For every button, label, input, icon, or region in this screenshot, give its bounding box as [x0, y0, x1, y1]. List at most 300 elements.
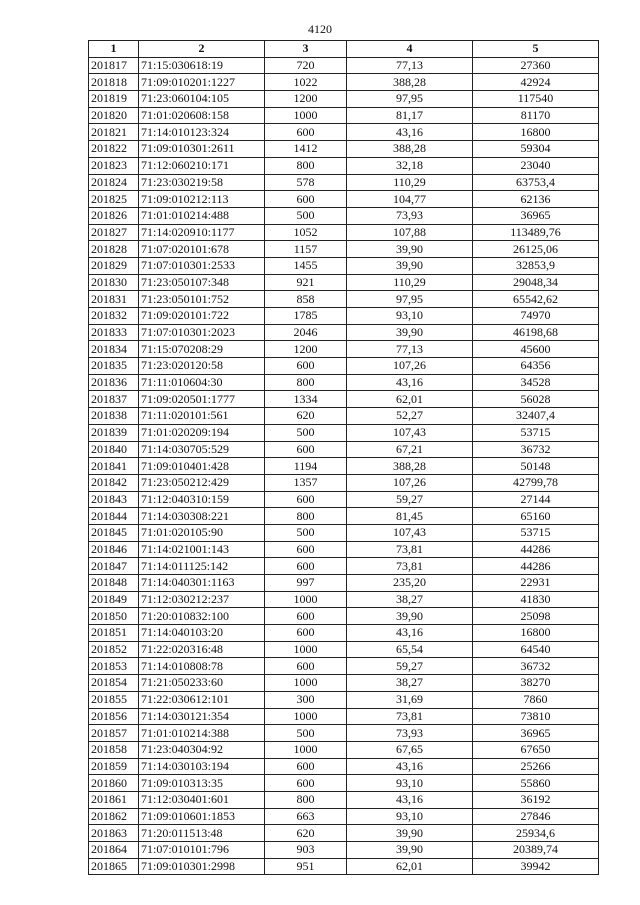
table-cell-col-5: 41830 — [473, 591, 599, 608]
table-cell-col-1: 201859 — [89, 758, 139, 775]
table-cell-col-4: 93,10 — [347, 808, 473, 825]
table-cell-col-5: 29048,34 — [473, 274, 599, 291]
table-cell-col-4: 77,13 — [347, 341, 473, 358]
table-cell-col-1: 201830 — [89, 274, 139, 291]
table-cell-col-1: 201862 — [89, 808, 139, 825]
table-cell-col-1: 201819 — [89, 91, 139, 108]
table-cell-col-2: 71:09:020501:1777 — [139, 391, 265, 408]
table-cell-col-3: 600 — [265, 124, 347, 141]
table-cell-col-1: 201827 — [89, 224, 139, 241]
table-cell-col-2: 71:23:060104:105 — [139, 91, 265, 108]
table-row — [89, 408, 599, 425]
table-cell-col-2: 71:15:030618:19 — [139, 57, 265, 74]
table-cell-col-5: 64540 — [473, 641, 599, 658]
table-cell-col-3: 600 — [265, 358, 347, 375]
table-cell-col-3: 600 — [265, 491, 347, 508]
table-cell-col-2: 71:14:030308:221 — [139, 508, 265, 525]
table-cell-col-5: 73810 — [473, 708, 599, 725]
table-cell-col-4: 73,81 — [347, 558, 473, 575]
table-cell-col-1: 201848 — [89, 575, 139, 592]
table-row — [89, 491, 599, 508]
table-cell-col-2: 71:23:020120:58 — [139, 358, 265, 375]
table-cell-col-2: 71:07:010301:2023 — [139, 324, 265, 341]
table-cell-col-4: 73,93 — [347, 207, 473, 224]
table-cell-col-2: 71:21:050233:60 — [139, 675, 265, 692]
table-cell-col-5: 67650 — [473, 741, 599, 758]
table-cell-col-3: 600 — [265, 441, 347, 458]
table-cell-col-1: 201849 — [89, 591, 139, 608]
table-row — [89, 808, 599, 825]
table-row — [89, 241, 599, 258]
table-cell-col-4: 39,90 — [347, 842, 473, 859]
table-row — [89, 775, 599, 792]
table-row — [89, 508, 599, 525]
table-cell-col-1: 201845 — [89, 524, 139, 541]
table-cell-col-4: 65,54 — [347, 641, 473, 658]
table-cell-col-2: 71:23:050212:429 — [139, 474, 265, 491]
table-cell-col-4: 43,16 — [347, 791, 473, 808]
table-cell-col-1: 201821 — [89, 124, 139, 141]
table-cell-col-1: 201861 — [89, 791, 139, 808]
table-cell-col-2: 71:14:010808:78 — [139, 658, 265, 675]
table-row — [89, 842, 599, 859]
table-cell-col-5: 32407,4 — [473, 408, 599, 425]
table-cell-col-2: 71:11:020101:561 — [139, 408, 265, 425]
table-cell-col-5: 56028 — [473, 391, 599, 408]
table-cell-col-4: 39,90 — [347, 257, 473, 274]
table-cell-col-4: 43,16 — [347, 625, 473, 642]
table-row — [89, 458, 599, 475]
table-cell-col-4: 59,27 — [347, 658, 473, 675]
table-cell-col-5: 26125,06 — [473, 241, 599, 258]
column-header-5: 5 — [473, 41, 599, 58]
table-cell-col-4: 81,45 — [347, 508, 473, 525]
table-cell-col-1: 201860 — [89, 775, 139, 792]
table-cell-col-5: 42799,78 — [473, 474, 599, 491]
table-cell-col-5: 44286 — [473, 558, 599, 575]
table-cell-col-1: 201828 — [89, 241, 139, 258]
table-cell-col-4: 388,28 — [347, 458, 473, 475]
table-row — [89, 191, 599, 208]
table-cell-col-4: 388,28 — [347, 74, 473, 91]
table-cell-col-1: 201840 — [89, 441, 139, 458]
table-cell-col-2: 71:14:010123:324 — [139, 124, 265, 141]
table-cell-col-5: 59304 — [473, 141, 599, 158]
table-cell-col-5: 20389,74 — [473, 842, 599, 859]
table-cell-col-5: 53715 — [473, 424, 599, 441]
table-cell-col-3: 600 — [265, 658, 347, 675]
table-cell-col-5: 16800 — [473, 124, 599, 141]
table-cell-col-5: 23040 — [473, 157, 599, 174]
table-row — [89, 358, 599, 375]
table-row — [89, 308, 599, 325]
table-cell-col-5: 81170 — [473, 107, 599, 124]
table-cell-col-1: 201857 — [89, 725, 139, 742]
table-cell-col-4: 39,90 — [347, 825, 473, 842]
page-number: 4120 — [308, 22, 332, 36]
table-row — [89, 207, 599, 224]
table-cell-col-1: 201826 — [89, 207, 139, 224]
table-cell-col-3: 720 — [265, 57, 347, 74]
table-cell-col-4: 110,29 — [347, 174, 473, 191]
table-cell-col-3: 500 — [265, 424, 347, 441]
data-table — [88, 40, 599, 875]
table-cell-col-4: 235,20 — [347, 575, 473, 592]
table-row — [89, 174, 599, 191]
table-cell-col-5: 62136 — [473, 191, 599, 208]
table-cell-col-2: 71:01:020209:194 — [139, 424, 265, 441]
table-cell-col-2: 71:07:010301:2533 — [139, 257, 265, 274]
table-cell-col-1: 201822 — [89, 141, 139, 158]
table-row — [89, 157, 599, 174]
table-cell-col-2: 71:14:040103:20 — [139, 625, 265, 642]
table-cell-col-2: 71:09:010212:113 — [139, 191, 265, 208]
table-cell-col-4: 388,28 — [347, 141, 473, 158]
table-cell-col-1: 201836 — [89, 374, 139, 391]
table-cell-col-3: 1000 — [265, 741, 347, 758]
table-cell-col-4: 62,01 — [347, 391, 473, 408]
table-cell-col-1: 201855 — [89, 691, 139, 708]
table-row — [89, 391, 599, 408]
table-cell-col-3: 951 — [265, 858, 347, 875]
table-cell-col-5: 63753,4 — [473, 174, 599, 191]
table-cell-col-1: 201820 — [89, 107, 139, 124]
table-cell-col-4: 43,16 — [347, 758, 473, 775]
column-header-3: 3 — [265, 41, 347, 58]
table-cell-col-5: 27360 — [473, 57, 599, 74]
table-cell-col-3: 620 — [265, 825, 347, 842]
table-cell-col-1: 201832 — [89, 308, 139, 325]
table-cell-col-4: 43,16 — [347, 374, 473, 391]
table-cell-col-3: 800 — [265, 374, 347, 391]
table-cell-col-3: 997 — [265, 575, 347, 592]
table-cell-col-2: 71:09:010401:428 — [139, 458, 265, 475]
table-body — [89, 57, 599, 875]
table-cell-col-3: 500 — [265, 725, 347, 742]
table-cell-col-2: 71:12:060210:171 — [139, 157, 265, 174]
table-cell-col-4: 97,95 — [347, 291, 473, 308]
table-cell-col-3: 600 — [265, 758, 347, 775]
table-cell-col-5: 36732 — [473, 441, 599, 458]
table-row — [89, 541, 599, 558]
table-cell-col-3: 620 — [265, 408, 347, 425]
table-cell-col-2: 71:14:030705:529 — [139, 441, 265, 458]
table-row — [89, 708, 599, 725]
table-row — [89, 575, 599, 592]
table-header-row — [89, 41, 599, 58]
table-cell-col-4: 107,26 — [347, 358, 473, 375]
table-cell-col-2: 71:23:030219:58 — [139, 174, 265, 191]
table-cell-col-1: 201835 — [89, 358, 139, 375]
table-cell-col-4: 39,90 — [347, 608, 473, 625]
table-cell-col-4: 32,18 — [347, 157, 473, 174]
table-row — [89, 791, 599, 808]
table-cell-col-4: 52,27 — [347, 408, 473, 425]
table-cell-col-1: 201825 — [89, 191, 139, 208]
table-cell-col-2: 71:09:010301:2998 — [139, 858, 265, 875]
table-cell-col-1: 201856 — [89, 708, 139, 725]
table-cell-col-2: 71:12:040310:159 — [139, 491, 265, 508]
table-cell-col-5: 27846 — [473, 808, 599, 825]
table-cell-col-3: 1000 — [265, 591, 347, 608]
table-cell-col-5: 32853,9 — [473, 257, 599, 274]
table-cell-col-2: 71:09:010601:1853 — [139, 808, 265, 825]
table-cell-col-2: 71:14:030121:354 — [139, 708, 265, 725]
table-cell-col-5: 25934,6 — [473, 825, 599, 842]
table-cell-col-5: 113489,76 — [473, 224, 599, 241]
table-row — [89, 141, 599, 158]
table-row — [89, 291, 599, 308]
table-cell-col-2: 71:12:030212:237 — [139, 591, 265, 608]
table-row — [89, 741, 599, 758]
table-row — [89, 524, 599, 541]
table-cell-col-1: 201844 — [89, 508, 139, 525]
table-cell-col-2: 71:07:010101:796 — [139, 842, 265, 859]
table-cell-col-1: 201847 — [89, 558, 139, 575]
table-cell-col-4: 110,29 — [347, 274, 473, 291]
table-cell-col-3: 858 — [265, 291, 347, 308]
table-cell-col-3: 1157 — [265, 241, 347, 258]
table-row — [89, 858, 599, 875]
table-cell-col-4: 67,21 — [347, 441, 473, 458]
table-cell-col-3: 1334 — [265, 391, 347, 408]
table-row — [89, 224, 599, 241]
table-cell-col-3: 1000 — [265, 107, 347, 124]
table-cell-col-5: 53715 — [473, 524, 599, 541]
table-row — [89, 691, 599, 708]
table-cell-col-5: 55860 — [473, 775, 599, 792]
table-cell-col-2: 71:09:020101:722 — [139, 308, 265, 325]
table-cell-col-3: 1000 — [265, 641, 347, 658]
table-cell-col-3: 500 — [265, 524, 347, 541]
table-cell-col-3: 500 — [265, 207, 347, 224]
table-cell-col-5: 39942 — [473, 858, 599, 875]
table-row — [89, 124, 599, 141]
table-cell-col-4: 97,95 — [347, 91, 473, 108]
table-cell-col-1: 201823 — [89, 157, 139, 174]
table-cell-col-4: 107,43 — [347, 524, 473, 541]
table-cell-col-2: 71:23:050101:752 — [139, 291, 265, 308]
table-cell-col-4: 38,27 — [347, 591, 473, 608]
table-row — [89, 274, 599, 291]
table-cell-col-3: 800 — [265, 508, 347, 525]
table-cell-col-5: 50148 — [473, 458, 599, 475]
table-cell-col-3: 600 — [265, 775, 347, 792]
table-row — [89, 675, 599, 692]
table-cell-col-2: 71:14:040301:1163 — [139, 575, 265, 592]
table-cell-col-5: 117540 — [473, 91, 599, 108]
column-header-2: 2 — [139, 41, 265, 58]
table-cell-col-5: 65542,62 — [473, 291, 599, 308]
table-row — [89, 608, 599, 625]
table-cell-col-1: 201858 — [89, 741, 139, 758]
column-header-4: 4 — [347, 41, 473, 58]
table-cell-col-5: 64356 — [473, 358, 599, 375]
table-cell-col-2: 71:20:011513:48 — [139, 825, 265, 842]
table-cell-col-2: 71:22:030612:101 — [139, 691, 265, 708]
table-cell-col-2: 71:01:020105:90 — [139, 524, 265, 541]
table-cell-col-5: 25098 — [473, 608, 599, 625]
table-cell-col-5: 7860 — [473, 691, 599, 708]
table-cell-col-3: 1785 — [265, 308, 347, 325]
table-cell-col-2: 71:14:021001:143 — [139, 541, 265, 558]
table-cell-col-5: 45600 — [473, 341, 599, 358]
table-row — [89, 591, 599, 608]
table-cell-col-5: 36192 — [473, 791, 599, 808]
table-row — [89, 424, 599, 441]
table-cell-col-2: 71:14:011125:142 — [139, 558, 265, 575]
table-cell-col-3: 1194 — [265, 458, 347, 475]
table-row — [89, 341, 599, 358]
table-cell-col-3: 300 — [265, 691, 347, 708]
table-cell-col-5: 74970 — [473, 308, 599, 325]
table-cell-col-4: 107,43 — [347, 424, 473, 441]
table-cell-col-2: 71:01:020608:158 — [139, 107, 265, 124]
table-cell-col-5: 36965 — [473, 207, 599, 224]
table-cell-col-2: 71:14:020910:1177 — [139, 224, 265, 241]
table-cell-col-1: 201863 — [89, 825, 139, 842]
table-row — [89, 474, 599, 491]
table-cell-col-4: 31,69 — [347, 691, 473, 708]
table-cell-col-2: 71:23:040304:92 — [139, 741, 265, 758]
table-cell-col-4: 107,88 — [347, 224, 473, 241]
table-row — [89, 825, 599, 842]
table-cell-col-2: 71:01:010214:388 — [139, 725, 265, 742]
table-cell-col-1: 201831 — [89, 291, 139, 308]
table-cell-col-3: 1455 — [265, 257, 347, 274]
table-cell-col-4: 73,81 — [347, 708, 473, 725]
table-cell-col-1: 201837 — [89, 391, 139, 408]
table-cell-col-1: 201841 — [89, 458, 139, 475]
table-cell-col-4: 59,27 — [347, 491, 473, 508]
table-cell-col-4: 73,93 — [347, 725, 473, 742]
table-cell-col-2: 71:01:010214:488 — [139, 207, 265, 224]
table-cell-col-4: 39,90 — [347, 241, 473, 258]
table-cell-col-3: 663 — [265, 808, 347, 825]
table-cell-col-1: 201824 — [89, 174, 139, 191]
table-cell-col-3: 1200 — [265, 91, 347, 108]
table-cell-col-3: 1052 — [265, 224, 347, 241]
table-cell-col-3: 1200 — [265, 341, 347, 358]
table-row — [89, 625, 599, 642]
table-cell-col-4: 62,01 — [347, 858, 473, 875]
table-cell-col-5: 34528 — [473, 374, 599, 391]
table-cell-col-4: 93,10 — [347, 775, 473, 792]
table-cell-col-2: 71:11:010604:30 — [139, 374, 265, 391]
table-cell-col-5: 36965 — [473, 725, 599, 742]
table-row — [89, 725, 599, 742]
table-cell-col-3: 903 — [265, 842, 347, 859]
table-cell-col-3: 600 — [265, 191, 347, 208]
table-cell-col-1: 201851 — [89, 625, 139, 642]
table-cell-col-3: 1022 — [265, 74, 347, 91]
table-cell-col-2: 71:09:010301:2611 — [139, 141, 265, 158]
table-cell-col-4: 77,13 — [347, 57, 473, 74]
table-row — [89, 57, 599, 74]
table-row — [89, 74, 599, 91]
table-cell-col-2: 71:07:020101:678 — [139, 241, 265, 258]
column-header-1: 1 — [89, 41, 139, 58]
table-cell-col-4: 38,27 — [347, 675, 473, 692]
table-row — [89, 107, 599, 124]
table-cell-col-4: 93,10 — [347, 308, 473, 325]
table-cell-col-4: 104,77 — [347, 191, 473, 208]
table-cell-col-3: 600 — [265, 558, 347, 575]
table-cell-col-3: 921 — [265, 274, 347, 291]
table-cell-col-5: 36732 — [473, 658, 599, 675]
table-cell-col-3: 1000 — [265, 708, 347, 725]
table-cell-col-3: 600 — [265, 625, 347, 642]
table-cell-col-1: 201818 — [89, 74, 139, 91]
table-cell-col-5: 25266 — [473, 758, 599, 775]
table-row — [89, 758, 599, 775]
table-row — [89, 324, 599, 341]
table-row — [89, 558, 599, 575]
table-cell-col-5: 65160 — [473, 508, 599, 525]
table-cell-col-2: 71:23:050107:348 — [139, 274, 265, 291]
table-row — [89, 441, 599, 458]
table-cell-col-2: 71:14:030103:194 — [139, 758, 265, 775]
table-cell-col-1: 201817 — [89, 57, 139, 74]
table-cell-col-2: 71:09:010201:1227 — [139, 74, 265, 91]
table-cell-col-3: 1000 — [265, 675, 347, 692]
table-cell-col-1: 201846 — [89, 541, 139, 558]
table-cell-col-3: 600 — [265, 541, 347, 558]
table-cell-col-3: 1357 — [265, 474, 347, 491]
table-cell-col-3: 578 — [265, 174, 347, 191]
table-cell-col-5: 46198,68 — [473, 324, 599, 341]
table-cell-col-1: 201833 — [89, 324, 139, 341]
table-cell-col-5: 38270 — [473, 675, 599, 692]
table-cell-col-2: 71:15:070208:29 — [139, 341, 265, 358]
table-cell-col-5: 27144 — [473, 491, 599, 508]
table-cell-col-4: 73,81 — [347, 541, 473, 558]
table-cell-col-1: 201838 — [89, 408, 139, 425]
table-cell-col-2: 71:22:020316:48 — [139, 641, 265, 658]
table-cell-col-5: 22931 — [473, 575, 599, 592]
table-cell-col-1: 201864 — [89, 842, 139, 859]
table-row — [89, 91, 599, 108]
table-cell-col-4: 107,26 — [347, 474, 473, 491]
table-cell-col-1: 201865 — [89, 858, 139, 875]
table-cell-col-4: 81,17 — [347, 107, 473, 124]
table-cell-col-4: 39,90 — [347, 324, 473, 341]
table-cell-col-3: 800 — [265, 157, 347, 174]
table-cell-col-2: 71:09:010313:35 — [139, 775, 265, 792]
table-cell-col-1: 201829 — [89, 257, 139, 274]
table-cell-col-3: 2046 — [265, 324, 347, 341]
table-cell-col-3: 600 — [265, 608, 347, 625]
table-cell-col-1: 201842 — [89, 474, 139, 491]
table-cell-col-5: 44286 — [473, 541, 599, 558]
table-cell-col-1: 201852 — [89, 641, 139, 658]
table-cell-col-3: 1412 — [265, 141, 347, 158]
table-cell-col-1: 201850 — [89, 608, 139, 625]
table-cell-col-1: 201854 — [89, 675, 139, 692]
table-cell-col-1: 201834 — [89, 341, 139, 358]
table-row — [89, 658, 599, 675]
table-row — [89, 374, 599, 391]
table-cell-col-5: 42924 — [473, 74, 599, 91]
table-cell-col-1: 201843 — [89, 491, 139, 508]
table-cell-col-1: 201839 — [89, 424, 139, 441]
table-row — [89, 257, 599, 274]
table-cell-col-3: 800 — [265, 791, 347, 808]
table-cell-col-2: 71:12:030401:601 — [139, 791, 265, 808]
table-cell-col-4: 67,65 — [347, 741, 473, 758]
table-row — [89, 641, 599, 658]
table-cell-col-4: 43,16 — [347, 124, 473, 141]
